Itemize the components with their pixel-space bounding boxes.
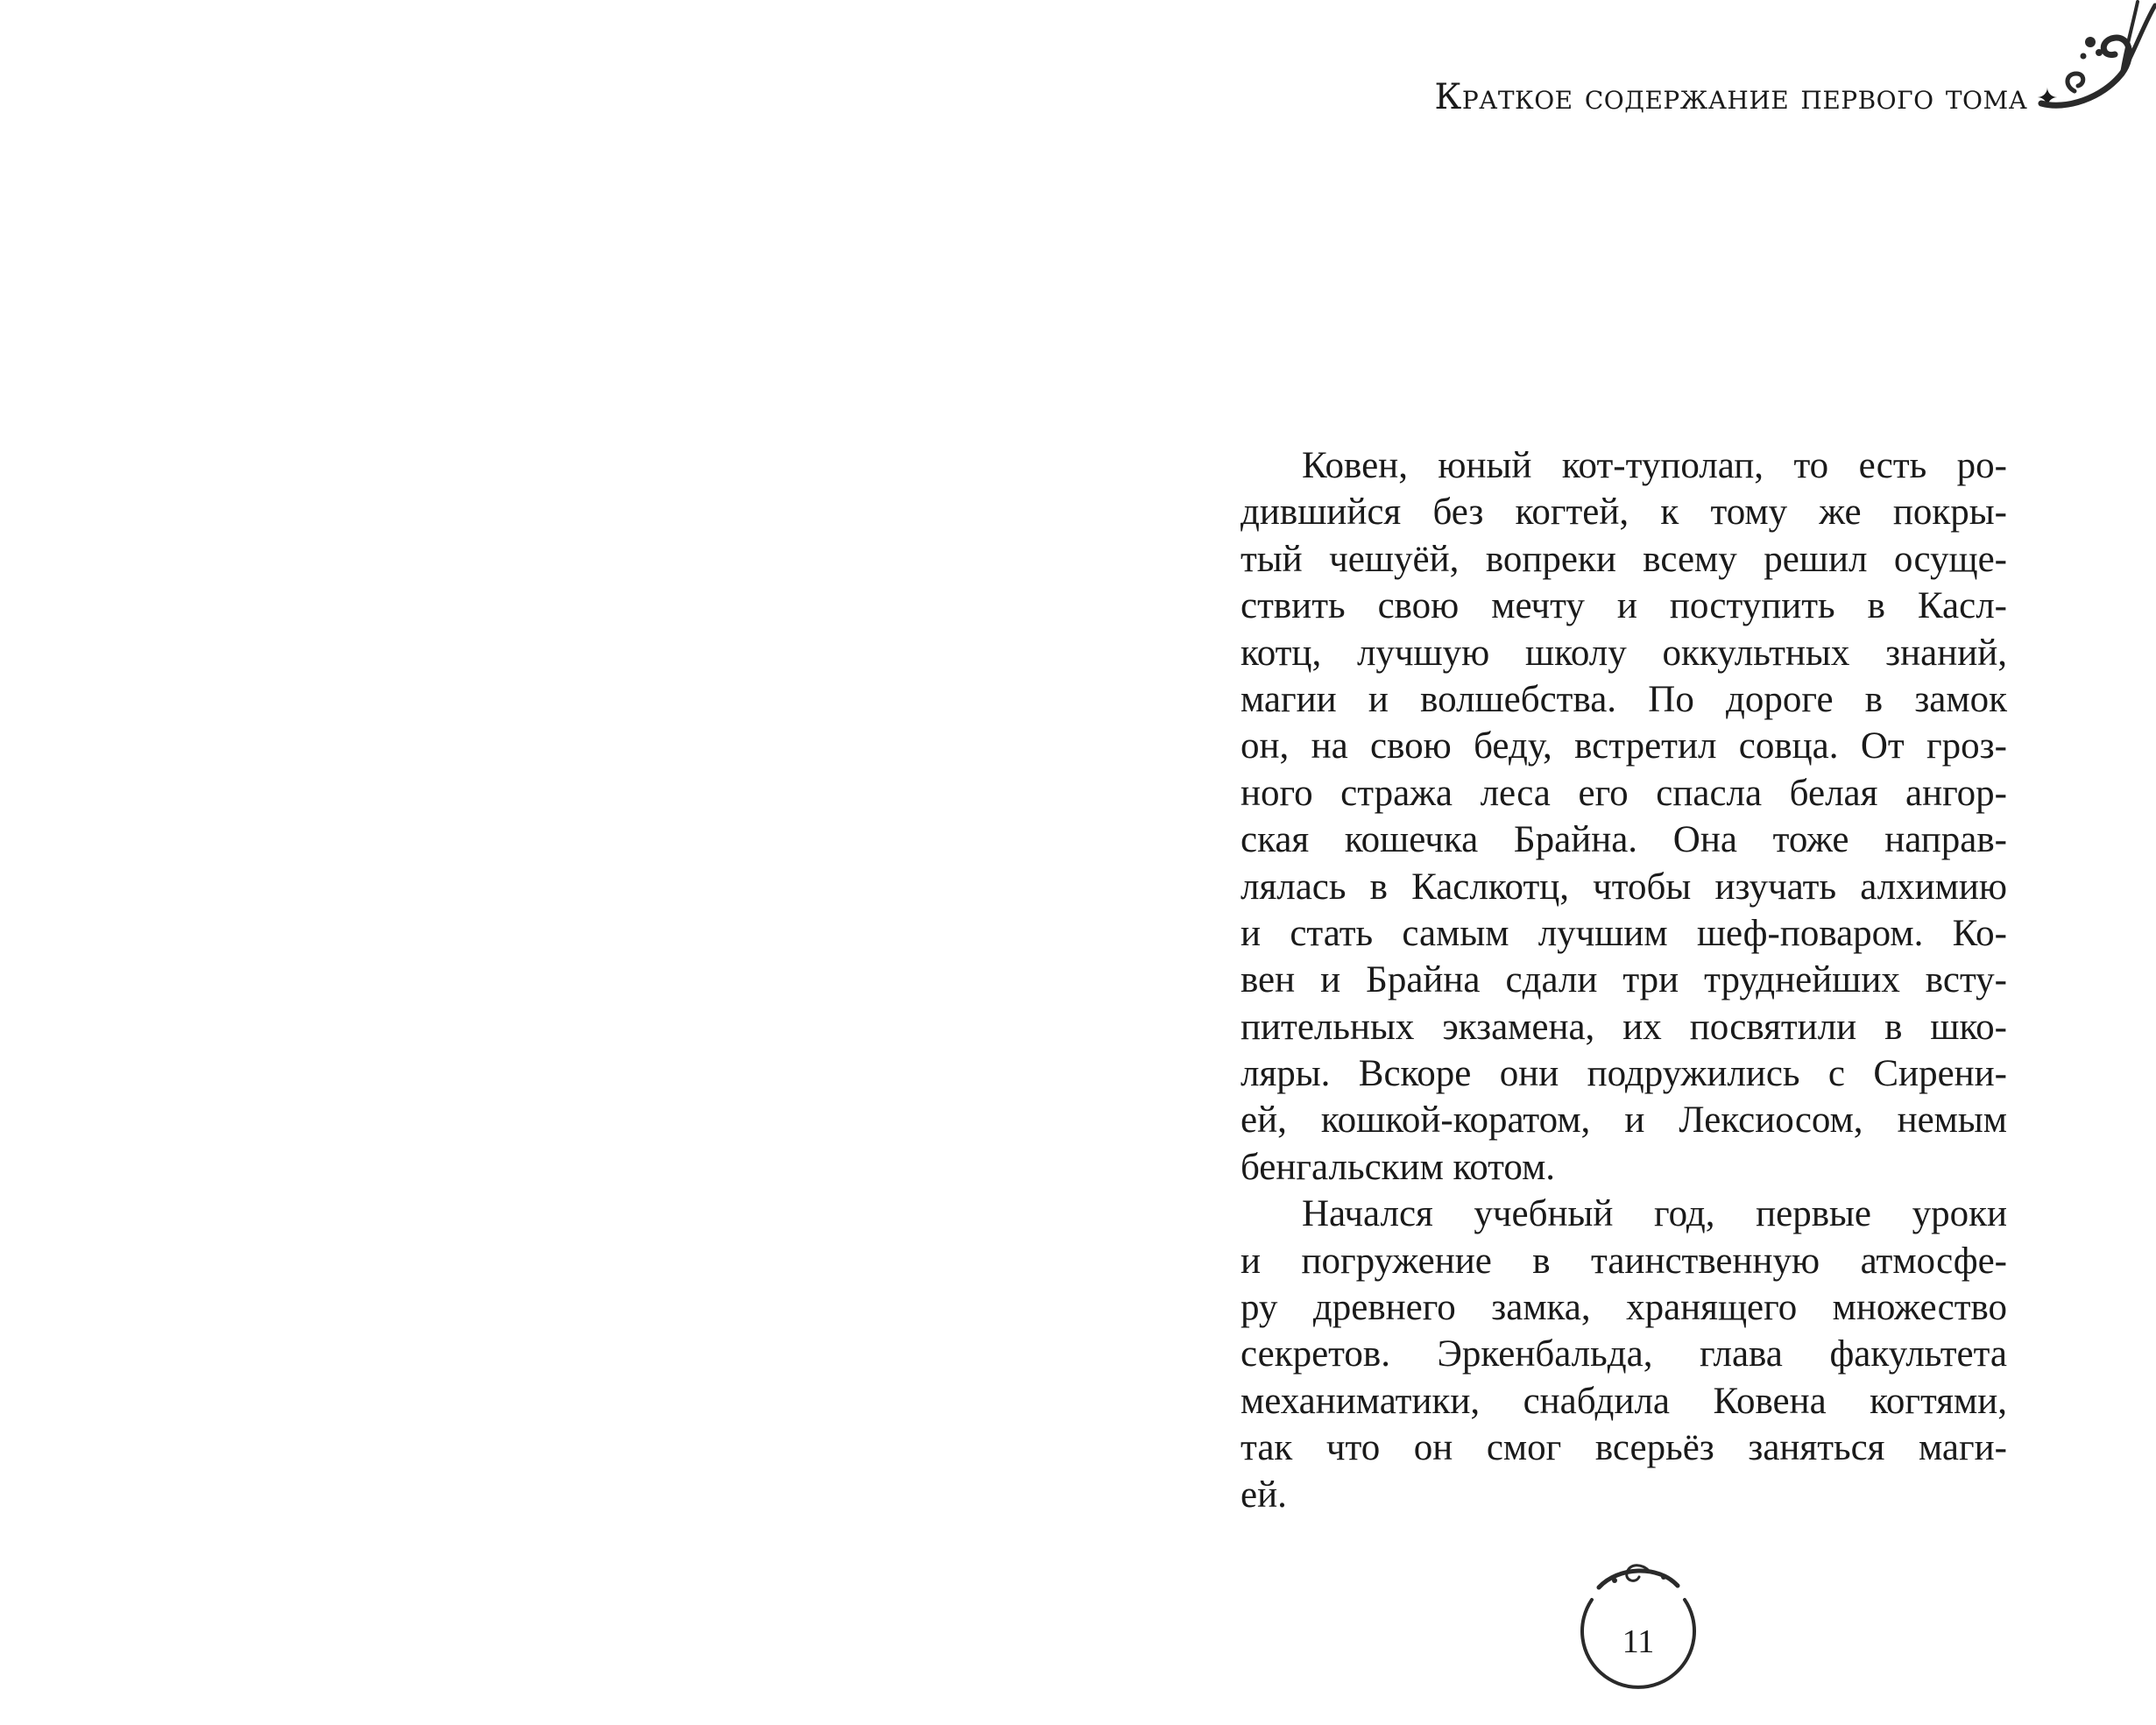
text-line: Ковен, юный кот-туполап, то есть ро-: [1302, 445, 2007, 486]
text-line: котц, лучшую школу оккультных знаний,: [1241, 632, 2007, 674]
text-line: ей.: [1241, 1474, 1287, 1516]
text-line: Начался учебный год, первые уроки: [1302, 1193, 2007, 1235]
main-text-block: [1241, 442, 2007, 1518]
text-line: ру древнего замка, хранящего множество: [1241, 1287, 2007, 1329]
text-line: и погружение в таинственную атмосфе-: [1241, 1240, 2007, 1282]
text-line: он, на свою беду, встретил совца. От гроз-: [1241, 725, 2007, 767]
right-page: [1078, 0, 2156, 1725]
page-number-badge: [1573, 1551, 1704, 1700]
text-line: тый чешуёй, вопреки всему решил осуще-: [1241, 538, 2007, 580]
text-line: лялась в Каслкотц, чтобы изучать алхимию: [1241, 866, 2007, 908]
text-line: секретов. Эркенбальда, глава факультета: [1241, 1333, 2007, 1375]
text-line: ляры. Вскоре они подружились с Сирени-: [1241, 1053, 2007, 1095]
text-line: дившийся без когтей, к тому же покры-: [1241, 491, 2007, 534]
diamond-separator-icon: ✦: [2036, 83, 2059, 114]
text-line: магии и волшебства. По дороге в замок: [1241, 678, 2007, 720]
text-line: ного стража леса его спасла белая ангор-: [1241, 772, 2007, 814]
text-line: так что он смог всерьёз заняться маги-: [1241, 1427, 2007, 1469]
text-line: вен и Брайна сдали три труднейших всту-: [1241, 959, 2007, 1001]
running-header-title: Краткое содержание первого тома: [1434, 77, 2028, 117]
text-line: пительных экзамена, их посвятили в шко-: [1241, 1006, 2007, 1048]
text-line: ская кошечка Брайна. Она тоже направ-: [1241, 819, 2007, 861]
corner-swirl-ornament-icon: [2024, 0, 2156, 123]
page-number: 11: [1622, 1623, 1655, 1660]
text-line: и стать самым лучшим шеф-поваром. Ко-: [1241, 912, 2007, 954]
text-line: бенгальским котом.: [1241, 1146, 1556, 1188]
text-line: ствить свою мечту и поступить в Касл-: [1241, 585, 2007, 627]
running-header: [1358, 77, 2059, 121]
text-line: механиматики, снабдила Ковена когтями,: [1241, 1380, 2007, 1422]
text-line: ей, кошкой-коратом, и Лексиосом, немым: [1241, 1099, 2007, 1142]
